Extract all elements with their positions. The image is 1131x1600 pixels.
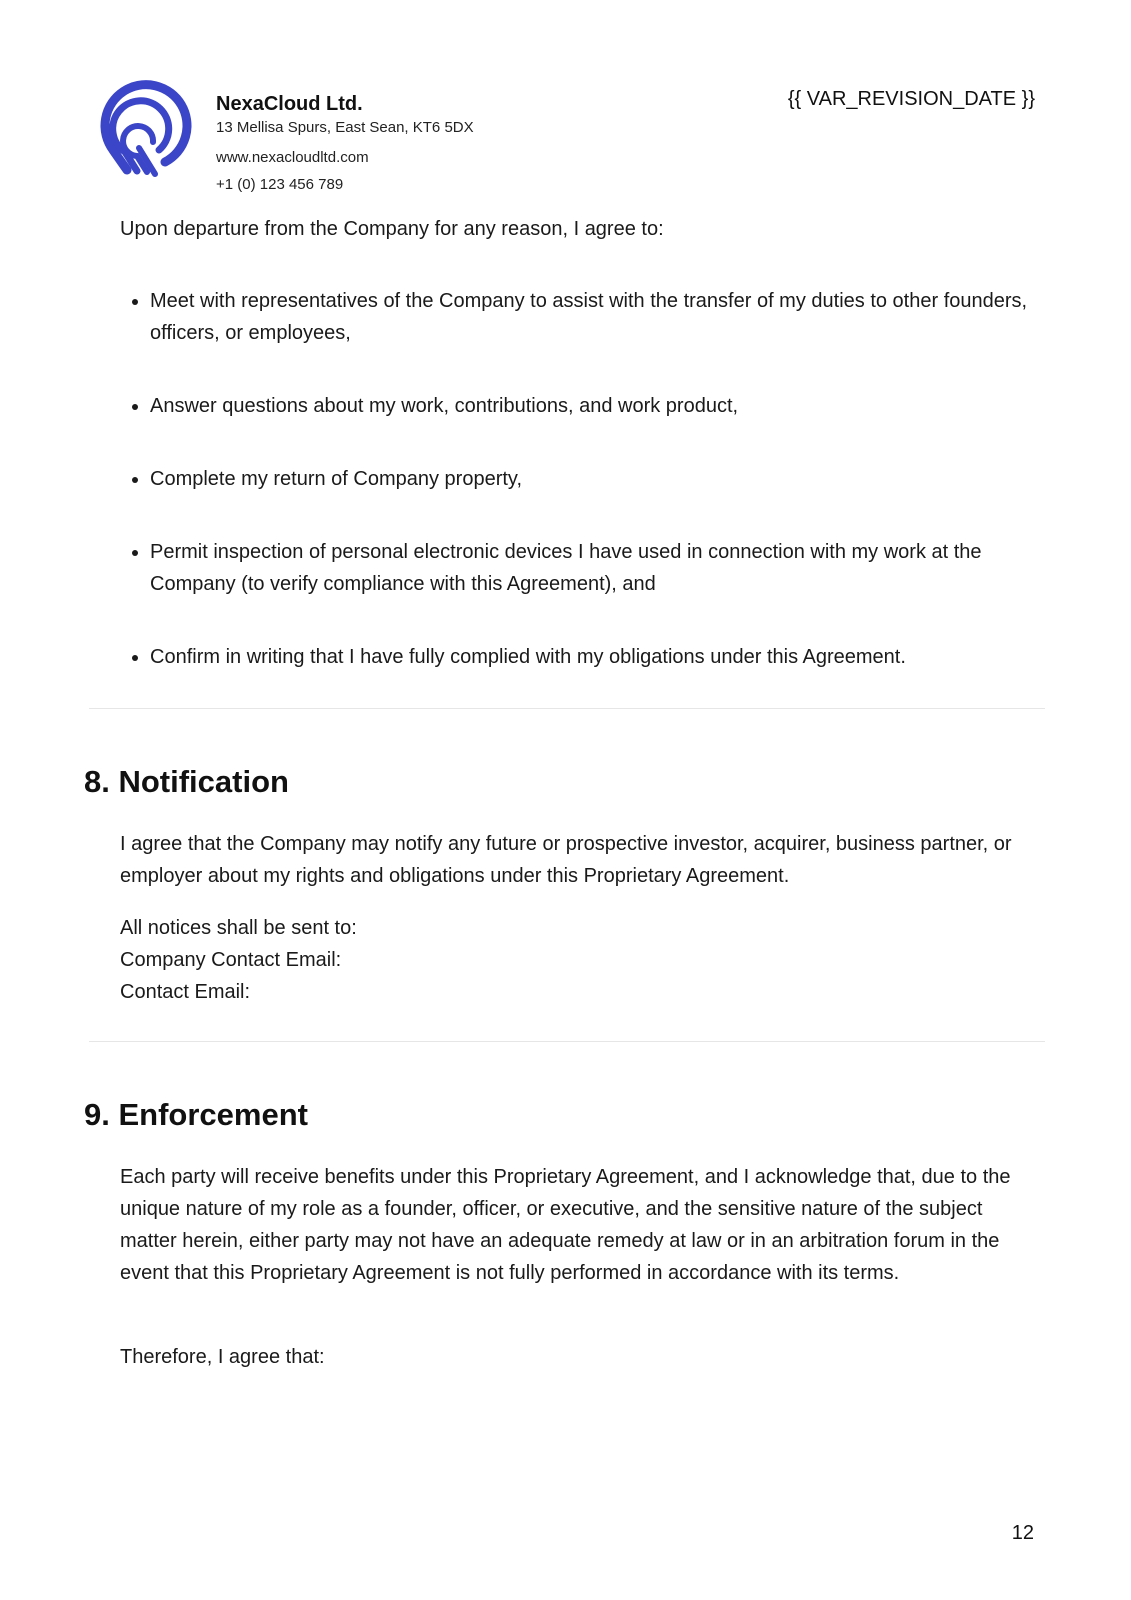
therefore-text: Therefore, I agree that: [120,1346,325,1368]
company-contact-email-label: Company Contact Email: [120,949,342,971]
section-title-enforcement: 9. Enforcement [84,1097,308,1132]
company-website: www.nexacloudltd.com [216,149,369,166]
list-item-text: Meet with representatives of the Company to assist with the transfer of my duties to other founders, officers, or employees, [150,290,1028,344]
company-info [216,94,474,192]
section-divider [89,1041,1045,1042]
company-address: 13 Mellisa Spurs, East Sean, KT6 5DX [216,119,474,136]
departure-list [120,285,1030,714]
list-item-text: Permit inspection of personal electronic devices I have used in connection with my work at the Company (to verify compliance with this Agreement), and [150,541,982,595]
list-item [120,463,1030,495]
page-number: 12 [1011,1522,1034,1544]
section-divider [89,708,1045,709]
enforcement-paragraph: Each party will receive benefits under this Proprietary Agreement, and I acknowledge that, due to the unique nature of my role as a founder, officer, or executive, and the sensitive nature of the subject matter herein, either party may not have an adequate remedy at law or in an arbitration forum in the event that this Proprietary Agreement is not fully performed in accordance with its terms. [120,1166,1011,1284]
bullet-icon [132,404,138,410]
company-logo-icon [99,78,193,180]
company-name: NexaCloud Ltd. [216,93,363,115]
departure-intro: Upon departure from the Company for any reason, I agree to: [120,218,664,240]
company-phone: +1 (0) 123 456 789 [216,176,344,193]
notices-label: All notices shall be sent to: [120,917,357,939]
contact-email-label: Contact Email: [120,981,251,1003]
notification-paragraph: I agree that the Company may notify any future or prospective investor, acquirer, business partner, or employer about my rights and obligations under this Proprietary Agreement. [120,833,1012,887]
revision-date: {{ VAR_REVISION_DATE }} [787,88,1035,110]
bullet-icon [132,299,138,305]
list-item [120,536,1030,600]
bullet-icon [132,655,138,661]
bullet-icon [132,477,138,483]
list-item-text: Confirm in writing that I have fully complied with my obligations under this Agreement. [150,646,906,668]
bullet-icon [132,550,138,556]
section-title-notification: 8. Notification [84,764,289,799]
list-item [120,285,1030,349]
list-item [120,641,1030,673]
list-item [120,390,1030,422]
list-item-text: Answer questions about my work, contributions, and work product, [150,395,739,417]
list-item-text: Complete my return of Company property, [150,468,523,490]
